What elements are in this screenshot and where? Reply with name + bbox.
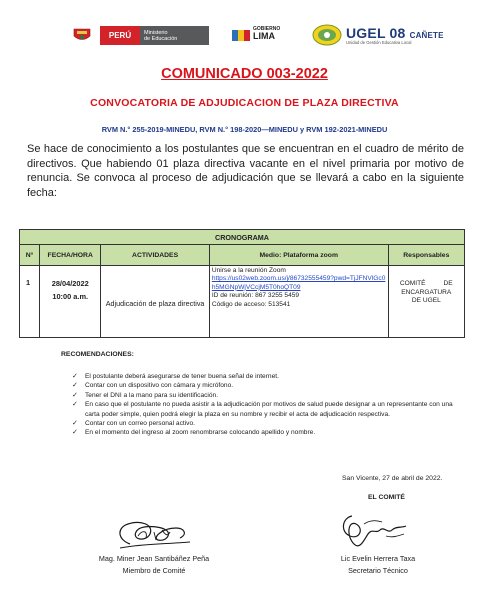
signer-1-role: Miembro de Comité (122, 566, 186, 575)
table-caption: CRONOGRAMA (20, 230, 465, 245)
document-title: COMUNICADO 003-2022 (161, 66, 328, 82)
schedule-table (19, 229, 465, 338)
check-icon: ✓ (72, 420, 78, 428)
signer-2-role: Secretario Técnico (348, 566, 408, 575)
peru-label: PERÚ (100, 26, 140, 45)
row-responsible: COMITÉ DE ENCARGATURA DE UGEL (388, 266, 464, 338)
legal-references: RVM N.° 255-2019-MINEDU, RVM N.° 198-2020—MINEDU y RVM 192-2021-MINEDU (101, 125, 388, 134)
signature-2-image (334, 510, 412, 552)
check-icon: ✓ (72, 391, 78, 399)
ugel-title: UGEL 08 CAÑETE (346, 25, 444, 41)
header-number: N° (20, 245, 40, 266)
row-zoom-info: Unirse a la reunión Zoom https://us02web.zoom.us/j/86732555459?pwd=TjJFNVlGc0h5MGNpWjVCcjM5T0hoQT09 ID de reunión: 867 3255 5459 Código de acceso: 513541 (209, 266, 388, 338)
committee-label: EL COMITÉ (368, 494, 405, 501)
recommendations-list (72, 372, 464, 438)
lima-flag-icon (231, 28, 251, 43)
place-date: San Vicente, 27 de abril de 2022. (342, 475, 443, 482)
row-datetime: 28/04/2022 10:00 a.m. (40, 266, 101, 338)
ugel-subtitle: Unidad de Gestión Educativa Local (346, 40, 412, 45)
signature-1-image (110, 514, 196, 556)
list-item: ✓ Contar con un dispositivo con cámara y micrófono. (72, 382, 234, 390)
check-icon: ✓ (72, 373, 78, 380)
document-subtitle: CONVOCATORIA DE ADJUDICACION DE PLAZA DIRECTIVA (90, 97, 399, 109)
list-item: ✓ Contar con un correo personal activo. (72, 420, 195, 428)
row-number: 1 (20, 266, 40, 338)
list-item: ✓ En el momento del ingreso al zoom renombrarse colocando apellido y nombre. (72, 429, 316, 437)
list-item: ✓ El postulante deberá asegurarse de tener buena señal de internet. (72, 373, 279, 380)
ministry-label: Ministerio de Educación (140, 26, 209, 45)
recommendations-title: RECOMENDACIONES: (61, 351, 134, 358)
ugel-logo (312, 24, 444, 46)
check-icon: ✓ (72, 401, 78, 409)
row-activity: Adjudicación de plaza directiva (101, 266, 209, 338)
lima-logo: GOBIERNO LIMA (231, 26, 287, 45)
zoom-link[interactable]: https://us02web.zoom.us/j/86732555459?pwd=TjJFNVlGc0h5MGNpWjVCcjM5T0hoQT09 (211, 275, 386, 291)
peru-shield-icon (71, 27, 93, 43)
header-activities: ACTIVIDADES (101, 245, 209, 266)
signer-2-name: Lic Evelin Herrera Taxa (340, 554, 416, 563)
intro-paragraph: Se hace de conocimiento a los postulantes que se encuentran en el cuadro de mérito de directivos. Que habiendo 01 plaza directiva vacante en el nivel primaria por motivo de renuncia. Se convoca al proceso de adjudicación que se llevará a cabo en la siguiente fecha: (27, 143, 464, 199)
list-item: ✓ En caso que el postulante no pueda asistir a la adjudicación por motivos de salud puede designar a un representante con una carta poder simple, quien podrá elegir la plaza en su nombre y recibir el acta de adjudicación respectiva. (72, 401, 453, 418)
ugel-emblem-icon (312, 24, 342, 46)
header-date: FECHA/HORA (40, 245, 101, 266)
signer-1-name: Mag. Miner Jean Santibáñez Peña (98, 554, 210, 563)
ministry-logo (100, 26, 209, 45)
header-responsible: Responsables (388, 245, 464, 266)
check-icon: ✓ (72, 382, 78, 390)
header-logos (0, 22, 489, 48)
header-zoom: Medio: Plataforma zoom (209, 245, 388, 266)
list-item: ✓ Tener el DNI a la mano para su identificación. (72, 391, 219, 399)
check-icon: ✓ (72, 429, 78, 437)
table-row (20, 266, 465, 338)
